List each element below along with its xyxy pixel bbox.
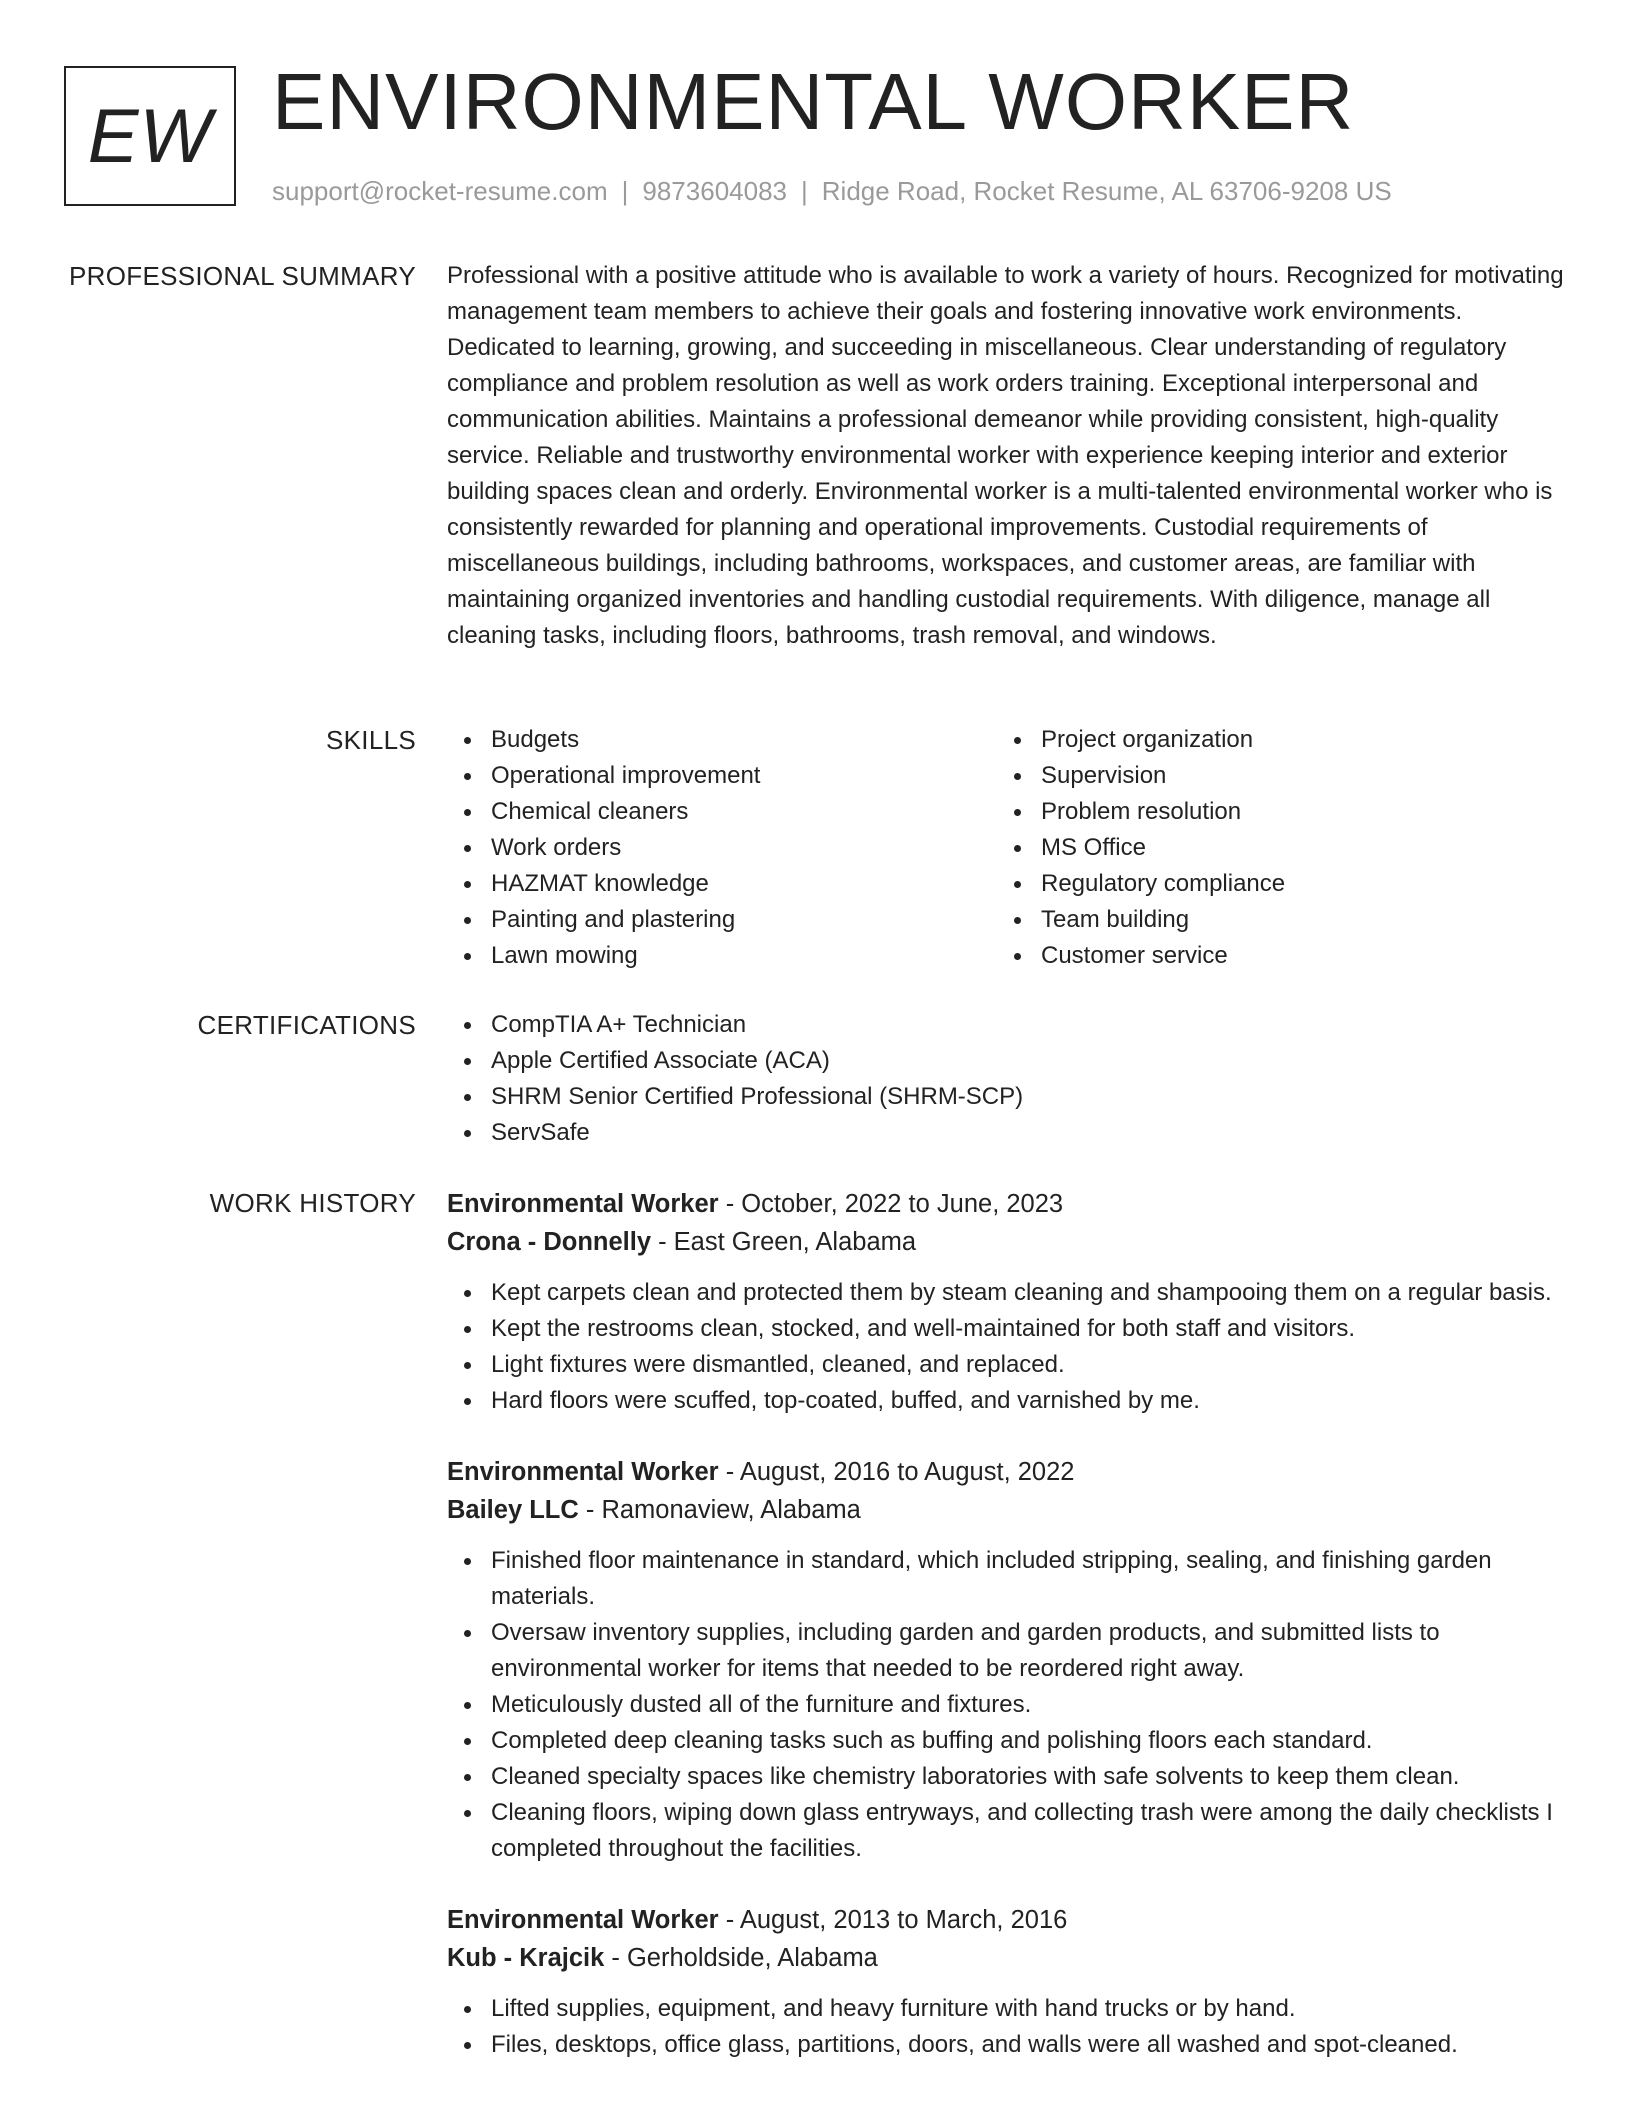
- section-label-certifications: CERTIFICATIONS: [197, 1010, 416, 1040]
- job-duty: Finished floor maintenance in standard, which included stripping, sealing, and finishing garden materials.: [447, 1543, 1567, 1615]
- skills-list-right: [997, 722, 1547, 974]
- job-location: - Gerholdside, Alabama: [604, 1944, 878, 1972]
- job-duty: Lifted supplies, equipment, and heavy furniture with hand trucks or by hand.: [447, 1991, 1567, 2027]
- monogram-initials: EW: [87, 93, 213, 179]
- job-entry: [447, 1901, 1567, 2063]
- job-title: Environmental Worker: [447, 1458, 719, 1486]
- job-company: Bailey LLC: [447, 1496, 579, 1524]
- job-dates: - October, 2022 to June, 2023: [718, 1190, 1064, 1218]
- job-duty: Hard floors were scuffed, top-coated, buffed, and varnished by me.: [447, 1383, 1567, 1419]
- skill-item: Customer service: [997, 938, 1547, 974]
- job-title: Environmental Worker: [447, 1906, 719, 1934]
- skill-item: Supervision: [997, 758, 1547, 794]
- certification-item: Apple Certified Associate (ACA): [447, 1043, 1567, 1079]
- job-location: - Ramonaview, Alabama: [578, 1496, 861, 1524]
- section-label-skills: SKILLS: [326, 725, 416, 755]
- job-duty: Kept carpets clean and protected them by steam cleaning and shampooing them on a regular basis.: [447, 1275, 1567, 1311]
- job-duty: Files, desktops, office glass, partitions, doors, and walls were all washed and spot-cleaned.: [447, 2027, 1567, 2063]
- section-label-work-history: WORK HISTORY: [209, 1188, 416, 1218]
- job-duties: [447, 1543, 1567, 1867]
- job-entry: [447, 1185, 1567, 1419]
- skill-item: Chemical cleaners: [447, 794, 997, 830]
- job-company-line: [447, 1223, 1567, 1261]
- skill-item: HAZMAT knowledge: [447, 866, 997, 902]
- skills-list-left: [447, 722, 997, 974]
- summary-text: Professional with a positive attitude who is available to work a variety of hours. Recognized for motivating management team members to achieve their goals and fostering innovative work environments. Dedicated to learning, growing, and succeeding in miscellaneous. Clear understanding of regulatory compliance and problem resolution as well as work orders training. Exceptional interpersonal and communication abilities. Maintains a professional demeanor while providing consistent, high-quality service. Reliable and trustworthy environmental worker with experience keeping interior and exterior building spaces clean and orderly. Environmental worker is a multi-talented environmental worker who is consistently rewarded for planning and operational improvements. Custodial requirements of miscellaneous buildings, including bathrooms, workspaces, and customer areas, are familiar with maintaining organized inventories and handling custodial requirements. With diligence, manage all cleaning tasks, including floors, bathrooms, trash removal, and windows.: [447, 262, 1564, 649]
- contact-address: Ridge Road, Rocket Resume, AL 63706-9208 US: [821, 176, 1392, 206]
- job-duty: Oversaw inventory supplies, including garden and garden products, and submitted lists to environmental worker for items that needed to be reordered right away.: [447, 1615, 1567, 1687]
- job-duty: Light fixtures were dismantled, cleaned, and replaced.: [447, 1347, 1567, 1383]
- job-duty: Meticulously dusted all of the furniture and fixtures.: [447, 1687, 1567, 1723]
- job-title-line: [447, 1453, 1567, 1491]
- job-company-line: [447, 1491, 1567, 1529]
- job-company: Kub - Krajcik: [447, 1944, 605, 1972]
- certifications-list: [447, 1007, 1567, 1151]
- skill-item: Painting and plastering: [447, 902, 997, 938]
- skill-item: Regulatory compliance: [997, 866, 1547, 902]
- skills-grid: [447, 722, 1567, 974]
- monogram-box: [64, 66, 236, 206]
- job-dates: - August, 2013 to March, 2016: [718, 1906, 1068, 1934]
- skill-item: Problem resolution: [997, 794, 1547, 830]
- summary-body: [447, 258, 1567, 654]
- job-entry: [447, 1453, 1567, 1867]
- skill-item: Work orders: [447, 830, 997, 866]
- job-location: - East Green, Alabama: [651, 1228, 917, 1256]
- skill-item: Team building: [997, 902, 1547, 938]
- job-duties: [447, 1275, 1567, 1419]
- skill-item: Budgets: [447, 722, 997, 758]
- candidate-name: ENVIRONMENTAL WORKER: [272, 57, 1355, 146]
- skill-item: MS Office: [997, 830, 1547, 866]
- contact-line: [272, 174, 1392, 208]
- job-company: Crona - Donnelly: [447, 1228, 652, 1256]
- certification-item: CompTIA A+ Technician: [447, 1007, 1567, 1043]
- job-duties: [447, 1991, 1567, 2063]
- job-duty: Kept the restrooms clean, stocked, and well-maintained for both staff and visitors.: [447, 1311, 1567, 1347]
- job-dates: - August, 2016 to August, 2022: [718, 1458, 1075, 1486]
- certification-item: ServSafe: [447, 1115, 1567, 1151]
- contact-separator: |: [621, 176, 629, 206]
- job-duty: Completed deep cleaning tasks such as buffing and polishing floors each standard.: [447, 1723, 1567, 1759]
- job-title: Environmental Worker: [447, 1190, 719, 1218]
- section-label-summary: PROFESSIONAL SUMMARY: [69, 261, 416, 291]
- skill-item: Operational improvement: [447, 758, 997, 794]
- job-title-line: [447, 1901, 1567, 1939]
- contact-phone[interactable]: 9873604083: [642, 176, 787, 206]
- job-company-line: [447, 1939, 1567, 1977]
- certifications-body: [447, 1007, 1567, 1151]
- work-history-body: [447, 1185, 1567, 2097]
- job-duty: Cleaning floors, wiping down glass entryways, and collecting trash were among the daily checklists I completed throughout the facilities.: [447, 1795, 1567, 1867]
- job-title-line: [447, 1185, 1567, 1223]
- contact-email[interactable]: support@rocket-resume.com: [272, 176, 608, 206]
- contact-separator: |: [801, 176, 808, 206]
- job-duty: Cleaned specialty spaces like chemistry laboratories with safe solvents to keep them clean.: [447, 1759, 1567, 1795]
- skill-item: Project organization: [997, 722, 1547, 758]
- skill-item: Lawn mowing: [447, 938, 997, 974]
- certification-item: SHRM Senior Certified Professional (SHRM-SCP): [447, 1079, 1567, 1115]
